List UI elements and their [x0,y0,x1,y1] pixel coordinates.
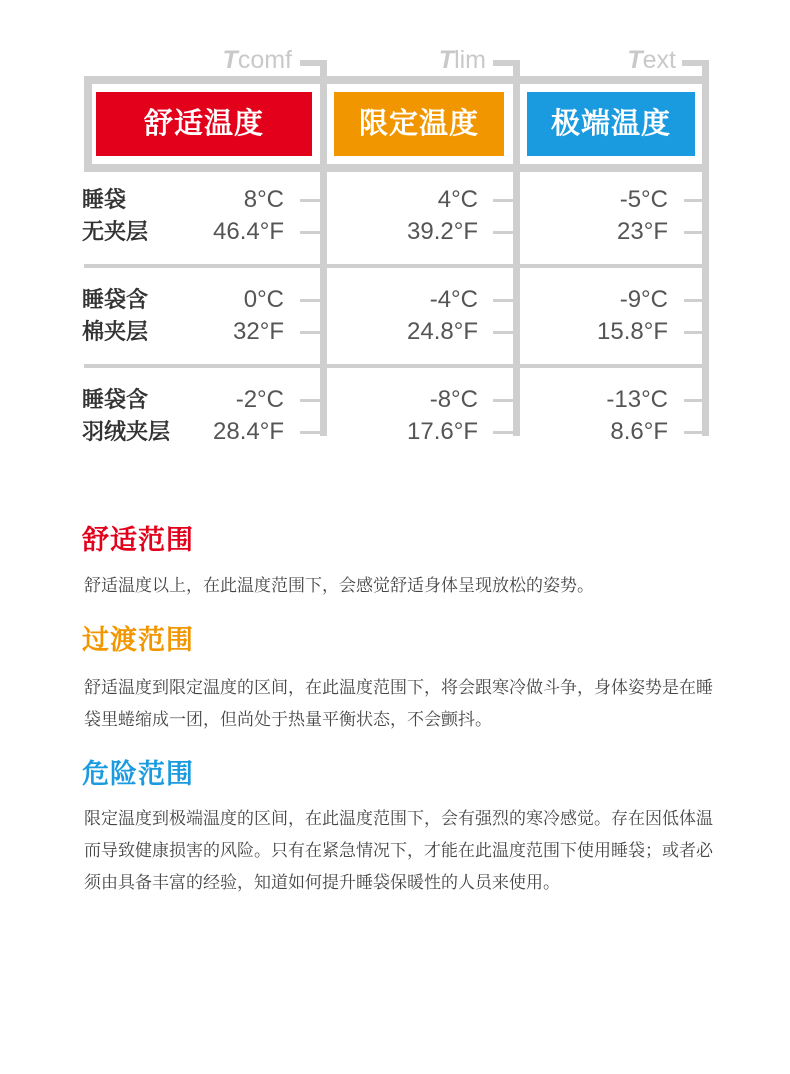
frame-header-bottom-bar [84,164,708,172]
tick [684,299,704,302]
tick [684,399,704,402]
tick [300,231,320,234]
section-danger-body: 限定温度到极端温度的区间，在此温度范围下，会有强烈的寒冷感觉。存在因低体温而导致健康损害的风险。只有在紧急情况下，才能在此温度范围下使用睡袋；或者必须由具备丰富的经验，知道如何提升睡袋保暖性的人员来使用。 [84,809,713,892]
tick [300,299,320,302]
frame-divider-3 [702,60,709,436]
row-2-lim-c: -4°C [429,286,478,313]
frame-top-bar [84,76,708,84]
row-1-comf-c: 8°C [243,186,284,213]
tick [684,431,704,434]
tick [493,431,513,434]
row-3-label-line2: 羽绒夹层 [82,419,171,444]
row-2-ext-f: 15.8°F [597,318,668,345]
header-comfort: 舒适温度 [96,92,312,156]
tick [493,231,513,234]
row-1-label-line1: 睡袋 [82,187,127,212]
tick [493,399,513,402]
row-3-ext-c: -13°C [606,386,668,413]
section-transition-body: 舒适温度到限定温度的区间，在此温度范围下，将会跟寒冷做斗争，身体姿势是在睡袋里蜷缩成一团，但尚处于热量平衡状态，不会颤抖。 [84,678,713,729]
row-2-comf-f: 32°F [233,318,284,345]
row-2-label-line2: 棉夹层 [82,319,149,344]
row-3-label-line1: 睡袋含 [82,387,149,412]
row-1-ext-f: 23°F [617,218,668,245]
row-2-label-line1: 睡袋含 [82,287,149,312]
row-2-lim-f: 24.8°F [407,318,478,345]
row-3-lim-f: 17.6°F [407,418,478,445]
row-2-ext-c: -9°C [619,286,668,313]
tick [684,231,704,234]
header-limit: 限定温度 [334,92,504,156]
section-comfort-body: 舒适温度以上，在此温度范围下，会感觉舒适身体呈现放松的姿势。 [84,576,594,595]
row-separator-1 [84,264,708,268]
tick [300,399,320,402]
col-key-lim: Tlim [438,46,486,74]
frame-hook-2 [493,60,520,66]
tick [493,299,513,302]
section-danger-title: 危险范围 [82,759,194,789]
row-1-comf-f: 46.4°F [213,218,284,245]
col-key-comf: Tcomf [222,46,292,74]
section-comfort-title: 舒适范围 [82,525,194,555]
frame-divider-1 [320,60,327,436]
frame-hook-1 [300,60,327,66]
section-transition-title: 过渡范围 [82,625,194,655]
tick [684,331,704,334]
row-3-ext-f: 8.6°F [610,418,668,445]
col-key-ext: Text [627,46,676,74]
row-3-comf-f: 28.4°F [213,418,284,445]
row-1-label-line2: 无夹层 [82,219,149,244]
frame-hook-3 [682,60,709,66]
frame-divider-2 [513,60,520,436]
frame-left-bar [84,76,92,172]
row-3-comf-c: -2°C [235,386,284,413]
row-1-lim-c: 4°C [437,186,478,213]
row-separator-2 [84,364,708,368]
tick [300,199,320,202]
tick [300,331,320,334]
tick [684,199,704,202]
header-extreme: 极端温度 [527,92,695,156]
row-1-ext-c: -5°C [619,186,668,213]
tick [300,431,320,434]
tick [493,331,513,334]
row-3-lim-c: -8°C [429,386,478,413]
tick [493,199,513,202]
row-2-comf-c: 0°C [243,286,284,313]
row-1-lim-f: 39.2°F [407,218,478,245]
